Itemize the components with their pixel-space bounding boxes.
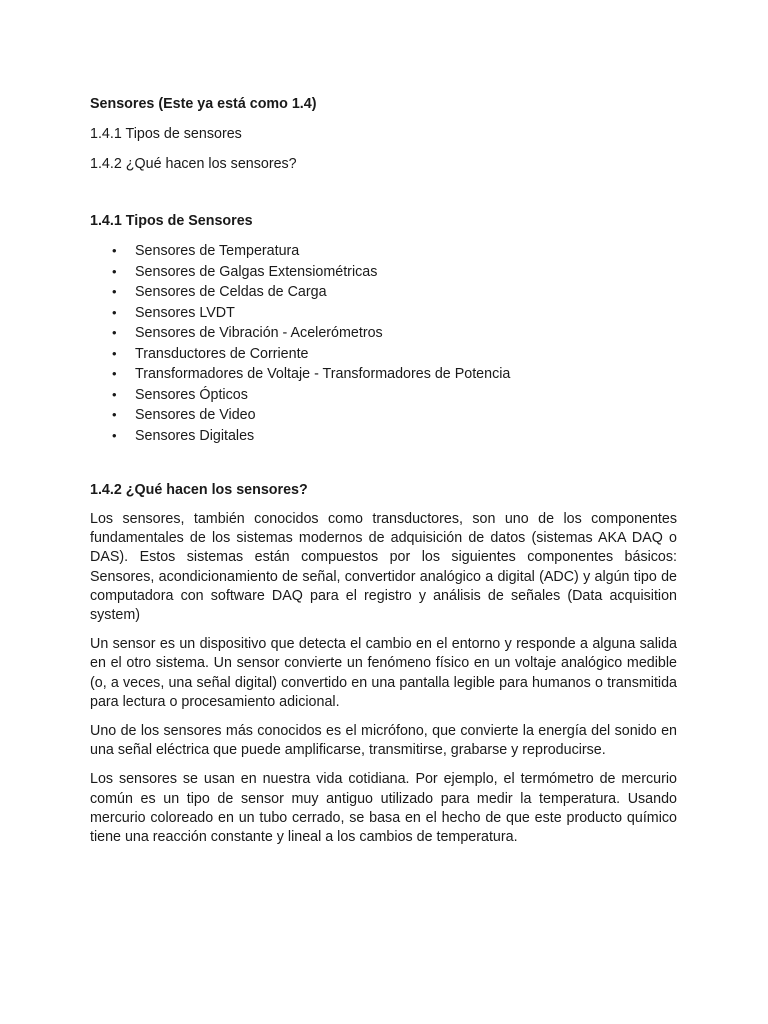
document-title: Sensores (Este ya está como 1.4) — [90, 96, 317, 112]
list-item: • Sensores Digitales — [90, 426, 677, 447]
bullet-icon: • — [112, 427, 117, 443]
list-item: • Sensores de Video — [90, 405, 677, 426]
bullet-icon: • — [112, 304, 117, 320]
list-item: • Sensores de Vibración - Acelerómetros — [90, 323, 677, 344]
sensor-type-list — [90, 241, 677, 446]
paragraph-transductores: Los sensores, también conocidos como transductores, son uno de los componentes fundamentales de los sistemas modernos de adquisición de datos (sistemas AKA DAQ o DAS). Estos sistemas están compuestos por los siguientes componentes básicos: Sensores, acondicionamiento de señal, convertidor analógico a digital (ADC) y algún tipo de computadora con software DAQ para el registro y análisis de señales (Data acquisition system) — [90, 511, 677, 624]
paragraph-definicion-sensor: Un sensor es un dispositivo que detecta el cambio en el entorno y responde a alguna salida en el otro sistema. Un sensor convierte un fenómeno físico en un voltaje analógico medible (o, a veces, una señal digital) convertido en una pantalla legible para humanos o transmitida para lectura o procesamiento adicional. — [90, 636, 677, 710]
bullet-icon: • — [112, 284, 117, 299]
paragraph-termometro: Los sensores se usan en nuestra vida cotidiana. Por ejemplo, el termómetro de mercurio común es un tipo de sensor muy antiguo utilizado para medir la temperatura. Usando mercurio coloreado en un tubo cerrado, se basa en el hecho de que este producto químico tiene una reacción constante y lineal a los cambios de temperatura. — [90, 771, 677, 846]
list-item: • Sensores de Galgas Extensiométricas — [90, 262, 677, 283]
list-item: • Sensores de Celdas de Carga — [90, 282, 677, 303]
paragraph-microfono: Uno de los sensores más conocidos es el micrófono, que convierte la energía del sonido en una señal eléctrica que puede amplificarse, transmitirse, grabarse y reproducirse. — [90, 723, 677, 759]
list-item: • Transformadores de Voltaje - Transformadores de Potencia — [90, 364, 677, 385]
list-item: • Transductores de Corriente — [90, 344, 677, 365]
section-heading-tipos: 1.4.1 Tipos de Sensores — [90, 213, 253, 229]
bullet-icon: • — [112, 366, 117, 381]
toc-item-1: 1.4.1 Tipos de sensores — [90, 126, 242, 142]
bullet-icon: • — [112, 386, 117, 402]
bullet-icon: • — [112, 243, 117, 258]
bullet-icon: • — [112, 407, 117, 422]
document-page — [90, 94, 677, 847]
bullet-icon: • — [112, 263, 117, 279]
bullet-icon: • — [112, 345, 117, 361]
toc-item-2: 1.4.2 ¿Qué hacen los sensores? — [90, 156, 297, 172]
list-item: • Sensores Ópticos — [90, 385, 677, 406]
list-item: • Sensores de Temperatura — [90, 241, 677, 262]
list-item: • Sensores LVDT — [90, 303, 677, 324]
section-heading-que-hacen: 1.4.2 ¿Qué hacen los sensores? — [90, 482, 308, 498]
bullet-icon: • — [112, 325, 117, 340]
